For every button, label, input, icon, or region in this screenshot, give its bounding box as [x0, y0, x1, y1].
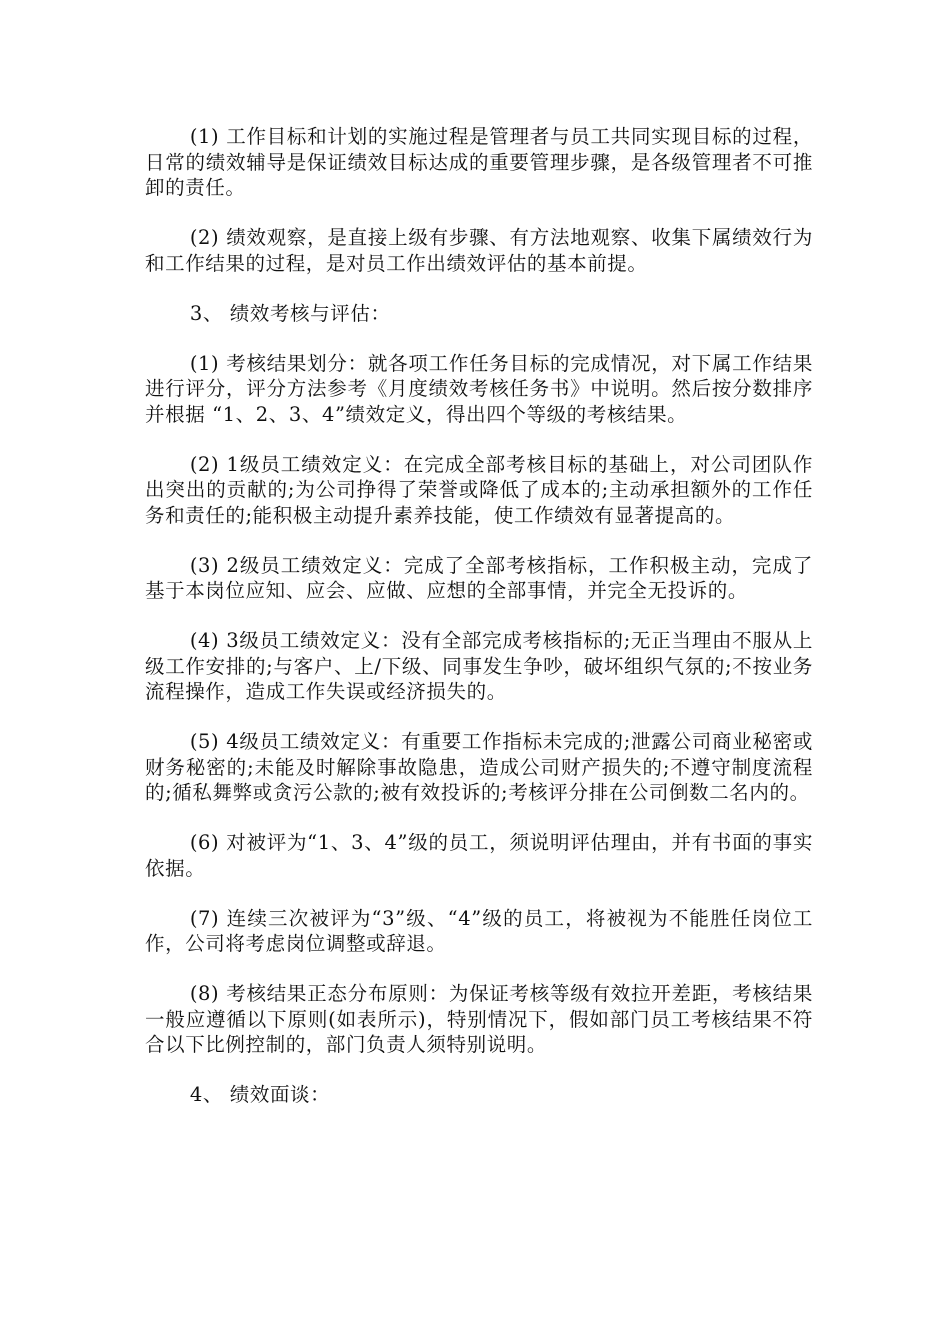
- paragraph-normal-distribution: (8) 考核结果正态分布原则：为保证考核等级有效拉开差距，考核结果一般应遵循以下原则(如表所示)，特别情况下，假如部门员工考核结果不符合以下比例控制的，部门负责人须特别说明。: [145, 982, 813, 1056]
- section-heading-interview: 4、 绩效面谈：: [189, 1083, 331, 1106]
- paragraph-level-4-definition: (5) 4级员工绩效定义：有重要工作指标未完成的;泄露公司商业秘密或财务秘密的;未能及时解除事故隐患，造成公司财产损失的;不遵守制度流程的;循私舞弊或贪污公款的;被有效投诉的;考核评分排在公司倒数二名内的。: [145, 730, 813, 804]
- paragraph-consecutive-low-rating: (7) 连续三次被评为“3”级、“4”级的员工，将被视为不能胜任岗位工作，公司将考虑岗位调整或辞退。: [145, 906, 813, 955]
- document-body: [145, 124, 813, 1132]
- paragraph-performance-observation: (2) 绩效观察，是直接上级有步骤、有方法地观察、收集下属绩效行为和工作结果的过程，是对员工作出绩效评估的基本前提。: [145, 226, 813, 275]
- section-heading-appraisal: 3、 绩效考核与评估：: [189, 301, 391, 325]
- paragraph-level-1-definition: (2) 1级员工绩效定义：在完成全部考核目标的基础上，对公司团队作出突出的贡献的;为公司挣得了荣誉或降低了成本的;主动承担额外的工作任务和责任的;能积极主动提升素养技能，使工作绩效有显著提高的。: [145, 452, 813, 527]
- paragraph-goal-implementation: (1) 工作目标和计划的实施过程是管理者与员工共同实现目标的过程，日常的绩效辅导是保证绩效目标达成的重要管理步骤，是各级管理者不可推卸的责任。: [145, 125, 813, 199]
- paragraph-level-2-definition: (3) 2级员工绩效定义：完成了全部考核指标，工作积极主动，完成了基于本岗位应知、应会、应做、应想的全部事情，并完全无投诉的。: [145, 553, 813, 602]
- paragraph-evaluation-reasons: (6) 对被评为“1、3、4”级的员工，须说明评估理由，并有书面的事实依据。: [145, 831, 813, 880]
- paragraph-result-division: (1) 考核结果划分：就各项工作任务目标的完成情况，对下属工作结果进行评分，评分方法参考《月度绩效考核任务书》中说明。然后按分数排序并根据 “1、2、3、4”绩效定义，得出四个等级的考核结果。: [145, 351, 813, 426]
- paragraph-level-3-definition: (4) 3级员工绩效定义：没有全部完成考核指标的;无正当理由不服从上级工作安排的;与客户、上/下级、同事发生争吵，破坏组织气氛的;不按业务流程操作，造成工作失误或经济损失的。: [145, 629, 813, 703]
